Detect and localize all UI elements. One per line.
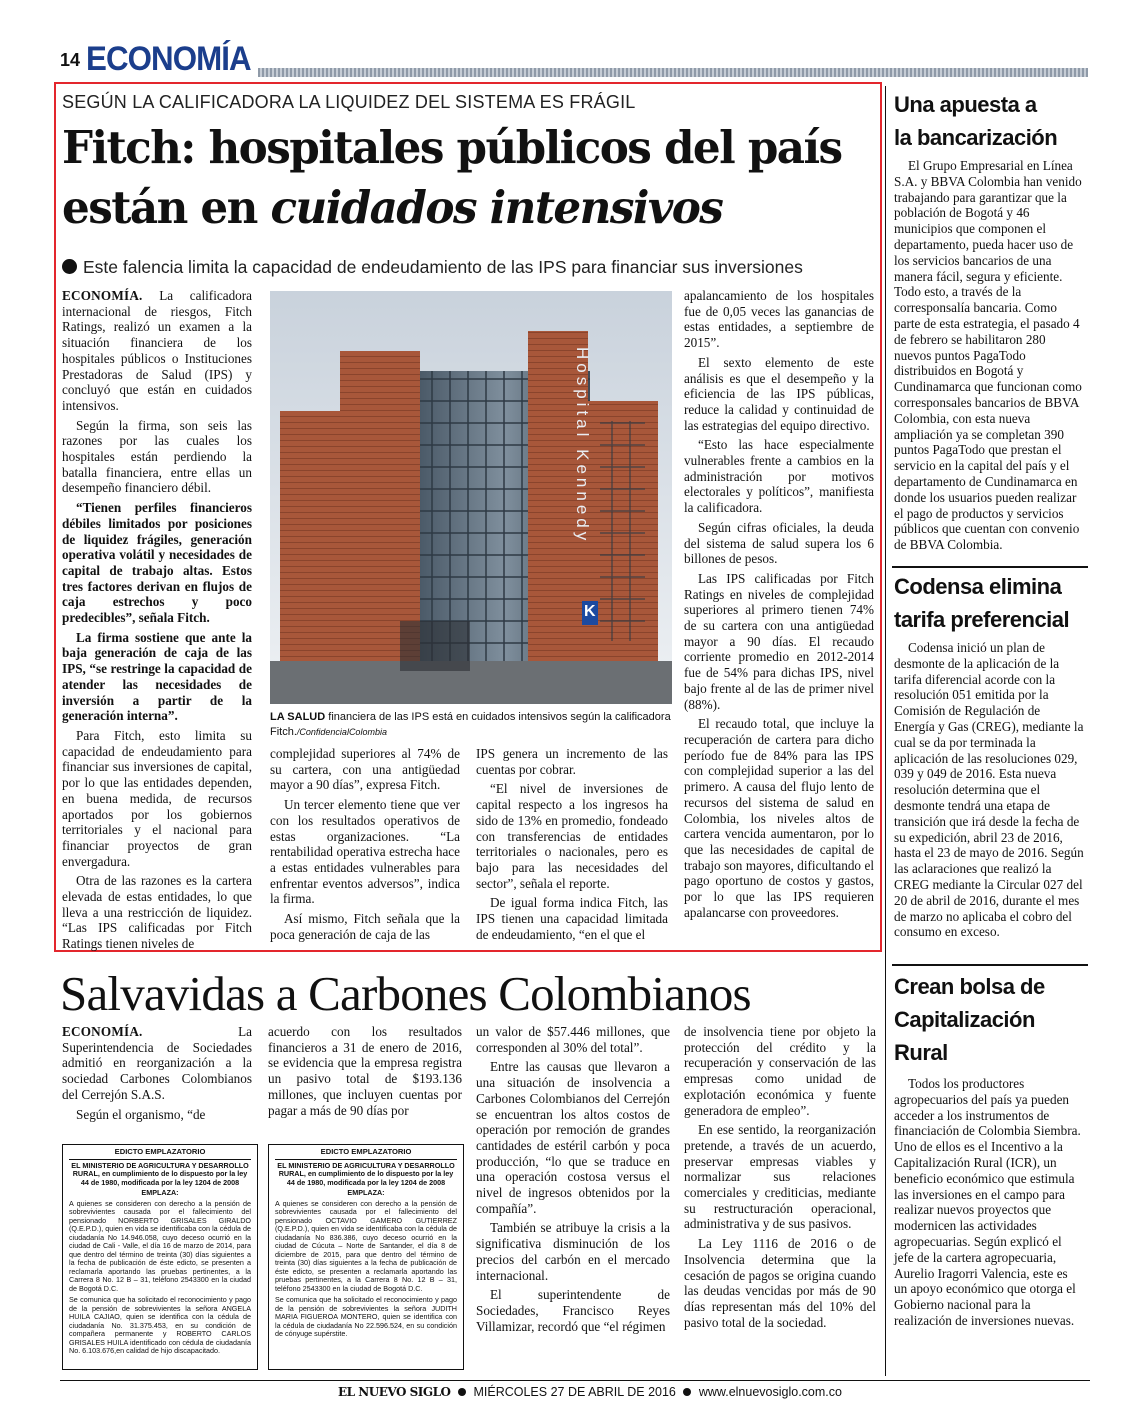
paragraph: Las IPS calificadas por Fitch Ratings en niveles de complejidad superiores al primero tienen 74% de su cartera con una antigüedad mayor a 90 días. El recaudo corriente promedio en 2012-2014 fue de 54% para dichas IPS, nivel bajo frente al de las de primer nivel (88%). bbox=[684, 570, 874, 712]
paragraph: En ese sentido, la reorganización pretende, a través de un acuerdo, preservar empresas viables y normalizar sus relaciones comerciales y crediticias, mediante su restructuración operacional, administrativa y de sus pasivos. bbox=[684, 1122, 876, 1232]
headline bbox=[62, 118, 842, 238]
hospital-sign: Hospital Kennedy bbox=[573, 347, 592, 545]
sidebar-text-bancarizacion: El Grupo Empresarial en Línea S.A. y BBVA Colombia han venido trabajando para garantizar que la población de Bogotá y 46 municipios que componen el departamento, pueda hacer uso de los servicios bancarios de una manera fácil, segura y eficiente. Todo esto, a través de la corresponsalía bancaria. Como parte de esta estrategia, el pasado 4 de febrero se habilitaron 280 nuevos puntos PagaTodo distribuidos en Bogotá y Cundinamarca que funcionan como corresponsales bancarios de BBVA Colombia, con esta nueva ampliación ya se completan 390 puntos PagaTodo que prestan el servicio en la capital del país y el departamento de Cundinamarca en donde los usuarios pueden realizar el pago de productos y servicios públicos que cuentan con convenio de BBVA Colombia. bbox=[894, 158, 1082, 553]
headline-line2 bbox=[62, 178, 842, 238]
header-rule bbox=[258, 68, 1088, 77]
sidebar-title-capitalizacion: Crean bolsa de Capitalización Rural bbox=[894, 974, 1045, 1065]
paragraph: Para Fitch, esto limita su capacidad de endeudamiento para financiar sus inversiones de capital, por lo que las entidades dependen, en buena medida, de recursos aportados por los gobiernos territoriales y el nacional para financiar proyectos de gran envergadura. bbox=[62, 727, 252, 869]
paragraph: La firma sostiene que ante la baja generación de caja de las IPS, “se restringe la capacidad de atender las necesidades de inversión a partir de la generación interna”. bbox=[62, 629, 252, 724]
bullet-icon bbox=[683, 1388, 691, 1396]
sidebar-rule bbox=[892, 566, 1088, 568]
paragraph: “El nivel de inversiones de capital respecto a los ingresos ha sido de 13% en promedio, fondeado con transferencias de entidades territoriales o nacionales, pero es bajo para las necesidades del sector”, señala el reporte. bbox=[476, 781, 668, 891]
paragraph: El recaudo total, que incluye la recuperación de cartera para dicho período fue de 84% para las IPS con complejidad superior a las del primero. A causa del flujo lento de recursos del sistema de salud en Colombia, los niveles altos de cartera vencida aumentaron, por lo que las necesidades de capital de trabajo son mayores, dificultando el pago oportuno de costos y gastos, por lo que las IPS requieren apalancarse con proveedores. bbox=[684, 716, 874, 920]
paragraph: de insolvencia tiene por objeto la protección del crédito y la recuperación y conservación de las empresas como unidad de explotación económica y fuente generadora de empleo”. bbox=[684, 1024, 876, 1118]
sidebar-text-codensa: Codensa inició un plan de desmonte de la aplicación de la tarifa diferencial acorde con la resolución 051 emitida por la Comisión de Regulación de Energía y Gas (CREG), mediante la cual se da por terminada la aplicación de las resoluciones 029, 039 y 049 de 2016. Esta nueva resolución determina que el desmonte tendrá una etapa de transición que irá desde la fecha de su expedición, abril 23 de 2016, hasta el 23 de mayo de 2016. Según las aclaraciones que realizó la CREG mediante la Circular 027 del 20 de abril de 2016, durante el mes de marzo no aplicaba el cobro del consumo en exceso. bbox=[894, 640, 1084, 940]
legal-notice-2: EDICTO EMPLAZATORIO EL MINISTERIO DE AGRICULTURA Y DESARROLLO RURAL, en cumplimiento de lo dispuesto por la ley 44 de 1980, modificada por la ley 1204 de 2008 EMPLAZA: A quienes se consideren con derecho a la pensión de sobrevivientes causada por el fallecimiento del pensionado OCTAVIO GAMERO GUTIERREZ (Q.E.P.D.), quien en vida se identificaba con la cédula de ciudadanía No 836.386, cuyo deceso ocurrió en la ciudad de Cúcuta – Norte de Santander, el día 8 de diciembre de 2015, para que dentro del término de treinta (30) días siguientes a la fecha de publicación de éste edicto, se presenten a reclamarla aportando las pruebas pertinentes, a la Carrera 8 No. 12 B – 31, teléfono 2543300 en la ciudad de Bogotá D.C. Se comunica que ha solicitado el reconocimiento y pago de la pensión de sobrevivientes la señora JUDITH MARIA FIGUEROA MONTERO, quien se identifica con la cédula de ciudadanía No 22.596.524, en su condición de cónyuge supérstite. bbox=[268, 1144, 464, 1370]
hospital-building-image bbox=[270, 291, 672, 704]
paragraph: complejidad superiores al 74% de su cartera, con una antigüedad mayor a 90 días”, expresa Fitch. bbox=[270, 746, 460, 793]
article-column-4 bbox=[684, 288, 874, 924]
headline-italic: cuidados intensivos bbox=[270, 181, 723, 234]
caption-text: financiera de las IPS está en cuidados intensivos según la calificadora Fitch. bbox=[270, 711, 671, 738]
photo-caption bbox=[270, 710, 672, 740]
legal-notice-1: EDICTO EMPLAZATORIO EL MINISTERIO DE AGRICULTURA Y DESARROLLO RURAL, en cumplimiento de lo dispuesto por la ley 44 de 1980, modificada por la ley 1204 de 2008 EMPLAZA: A quienes se consideren con derecho a la pensión de sobrevivientes causada por el fallecimiento del pensionado NORBERTO GRISALES GIRALDO (Q.E.P.D.), quien en vida se identificaba con la cédula de ciudadanía No 14.946.058, cuyo deceso ocurrió en la ciudad de Cali - Valle, el día 16 de marzo de 2014, para que dentro del término de treinta (30) días siguientes a la fecha de publicación de éste edicto, se presenten a reclamarla aportando las pruebas pertinentes, a la Carrera 8 No. 12 B – 31, teléfono 2543300 en la ciudad de Bogotá D.C. Se comunica que ha solicitado el reconocimiento y pago de la pensión de sobrevivientes la señora ANGELA HUILA CAJIAO, quien se identifica con la cédula de ciudadanía No. 31.375.453, en su condición de compañera permanente y ROBERTO CARLOS GRISALES HUILA identificado con cédula de ciudadanía No. 6.103.676,en calidad de hijo discapacitado. bbox=[62, 1144, 258, 1370]
paragraph: acuerdo con los resultados financieros a 31 de enero de 2016, se evidencia que la empresa registra un pasivo total de $193.136 millones, que incluyen cuentas por pagar a más de 90 días por bbox=[268, 1024, 462, 1118]
paragraph: IPS genera un incremento de las cuentas por cobrar. bbox=[476, 746, 668, 777]
paragraph: De igual forma indica Fitch, las IPS tienen una capacidad limitada de endeudamiento, “en el que el bbox=[476, 895, 668, 942]
kicker: SEGÚN LA CALIFICADORA LA LIQUIDEZ DEL SISTEMA ES FRÁGIL bbox=[62, 92, 636, 112]
paragraph: También se atribuye la crisis a la significativa disminución de los precios del carbón en el mercado internacional. bbox=[476, 1220, 670, 1283]
paragraph: Otra de las razones es la cartera elevada de estas entidades, lo que lleva a una restricción de liquidez. “Las IPS calificadas por Fitch Ratings tienen niveles de bbox=[62, 873, 252, 952]
sidebar-text-capitalizacion: Todos los productores agropecuarios del país ya pueden acceder a los instrumentos de financiación de Colombia Siembra. Uno de ellos es el Incentivo a la Capitalización Rural (ICR), un beneficio económico que estimula las inversiones en el campo para realizar nuevos proyectos que modernicen las actividades agropecuarias. Según explicó el jefe de la cartera agropecuaria, Aurelio Iragorri Valencia, este es un apoyo económico que otorga el Gobierno nacional para la realización de inversiones nuevas. bbox=[894, 1076, 1081, 1328]
caption-lead: LA SALUD bbox=[270, 711, 326, 723]
second-column-4 bbox=[684, 1024, 876, 1334]
article-column-1: ECONOMÍA. La calificadora internacional de riesgos, Fitch Ratings, realizó un examen a la situación financiera de los hospitales públicos o Instituciones Prestadoras de Salud (IPS) y concluyó que están en cuidados intensivos. Según la firma, son seis las razones por las cuales los hospitales están perdiendo la batalla financiera, entre ellas un desempeño financiero débil. “Tienen perfiles financieros débiles limitados por posiciones de liquidez frágiles, generación operativa volátil y necesidades de capital de trabajo altas. Estos tres factores derivan en flujos de caja estrechos y poco predecibles”, señala Fitch. La firma sostiene que ante la baja generación de caja de las IPS, “se restringe la capacidad de atender las necesidades de inversión a partir de la generación interna”. Para Fitch, esto limita su capacidad de endeudamiento para financiar sus inversiones de capital, por lo que las entidades dependen, en buena medida, de recursos aportados por los gobiernos territoriales y el nacional para financiar proyectos de gran envergadura. Otra de las razones es la cartera elevada de estas entidades, lo que lleva a una restricción de liquidez. “Las IPS calificadas por Fitch Ratings tienen niveles de bbox=[62, 288, 252, 952]
paragraph: La Ley 1116 de 2016 o de Insolvencia determina que la cesación de pagos se origina cuando las deudas vencidas por más de 90 días representan más del 10% del pasivo total de la sociedad. bbox=[684, 1236, 876, 1330]
headline-line1: Fitch: hospitales públicos del país bbox=[62, 121, 842, 174]
bullet-icon bbox=[458, 1388, 466, 1396]
dateline: ECONOMÍA. bbox=[62, 288, 143, 303]
deck bbox=[62, 257, 803, 278]
paragraph: un valor de $57.446 millones, que corresponden al 30% del total”. bbox=[476, 1024, 670, 1055]
paragraph: Un tercer elemento tiene que ver con los resultados operativos de estas organizaciones. “La rentabilidad operativa estrecha hace a estas entidades vulnerables para enfrentar eventos adversos”, indica la firma. bbox=[270, 797, 460, 907]
second-column-3 bbox=[476, 1024, 670, 1338]
paragraph: Según la firma, son seis las razones por las cuales los hospitales están perdiendo la batalla financiera, entre ellas un desempeño financiero débil. bbox=[62, 417, 252, 496]
footer bbox=[338, 1385, 842, 1399]
paragraph: “Tienen perfiles financieros débiles limitados por posiciones de liquidez frágiles, generación operativa volátil y necesidades de capital de trabajo altas. Estos tres factores derivan en flujos de caja estrechos y poco predecibles”, señala Fitch. bbox=[62, 500, 252, 626]
section-title: ECONOMÍA bbox=[86, 40, 251, 78]
paragraph: Según el organismo, “de bbox=[76, 1106, 206, 1122]
second-headline: Salvavidas a Carbones Colombianos bbox=[60, 966, 751, 1021]
deck-text: Este falencia limita la capacidad de endeudamiento de las IPS para financiar sus inversiones bbox=[83, 257, 803, 277]
bullet-icon bbox=[62, 259, 77, 274]
paragraph: Según cifras oficiales, la deuda del sistema de salud supera los 6 billones de pesos. bbox=[684, 519, 874, 567]
article-column-2 bbox=[270, 746, 460, 946]
paragraph: Así mismo, Fitch señala que la poca generación de caja de las bbox=[270, 911, 460, 942]
second-column-1: ECONOMÍA. La Superintendencia de Sociedades admitió en reorganización a la sociedad Carbones Colombianos del Cerrejón S.A.S. Según el organismo, “de bbox=[62, 1024, 252, 1122]
headline-plain: están en bbox=[62, 181, 271, 234]
sidebar-divider bbox=[885, 86, 886, 1376]
sidebar-title-codensa: Codensa elimina tarifa preferencial bbox=[894, 574, 1070, 632]
paragraph: El superintendente de Sociedades, Francisco Reyes Villamizar, recordó que “el régimen bbox=[476, 1287, 670, 1334]
dateline: ECONOMÍA. bbox=[62, 1024, 143, 1039]
paragraph: apalancamiento de los hospitales fue de 0,05 veces las ganancias de estas entidades, a septiembre de 2015”. bbox=[684, 288, 874, 351]
page-number: 14 bbox=[60, 50, 81, 70]
photo-credit: /ConfidencialColombia bbox=[296, 727, 387, 737]
sidebar-title-bancarizacion: Una apuesta a la bancarización bbox=[894, 92, 1058, 150]
footer-brand: EL NUEVO SIGLO bbox=[338, 1385, 451, 1399]
paragraph: El sexto elemento de este análisis es que el desempeño y la eficiencia de las IPS públicas, reduce la calidad y continuidad de las estrategias del equipo directivo. bbox=[684, 354, 874, 433]
hospital-sign-letter: K bbox=[584, 603, 596, 620]
sidebar-rule bbox=[892, 964, 1088, 966]
paragraph: “Esto las hace especialmente vulnerables frente a cambios en la administración por motivos electorales y políticos”, manifiesta la calificadora. bbox=[684, 437, 874, 516]
hospital-photo bbox=[270, 291, 672, 704]
footer-url[interactable]: www.elnuevosiglo.com.co bbox=[698, 1385, 842, 1399]
article-column-3 bbox=[476, 746, 668, 946]
footer-date: MIÉRCOLES 27 DE ABRIL DE 2016 bbox=[473, 1385, 676, 1399]
paragraph: Entre las causas que llevaron a una situación de insolvencia a Carbones Colombianos del Cerrejón se encuentran los altos costos de operación por remoción de grandes cantidades de estéril carbón y poca producción, “lo que se traduce en una operación costosa versus el nivel de ingresos obtenidos por la compañía”. bbox=[476, 1059, 670, 1216]
footer-rule bbox=[60, 1380, 1090, 1381]
second-column-2 bbox=[268, 1024, 462, 1122]
